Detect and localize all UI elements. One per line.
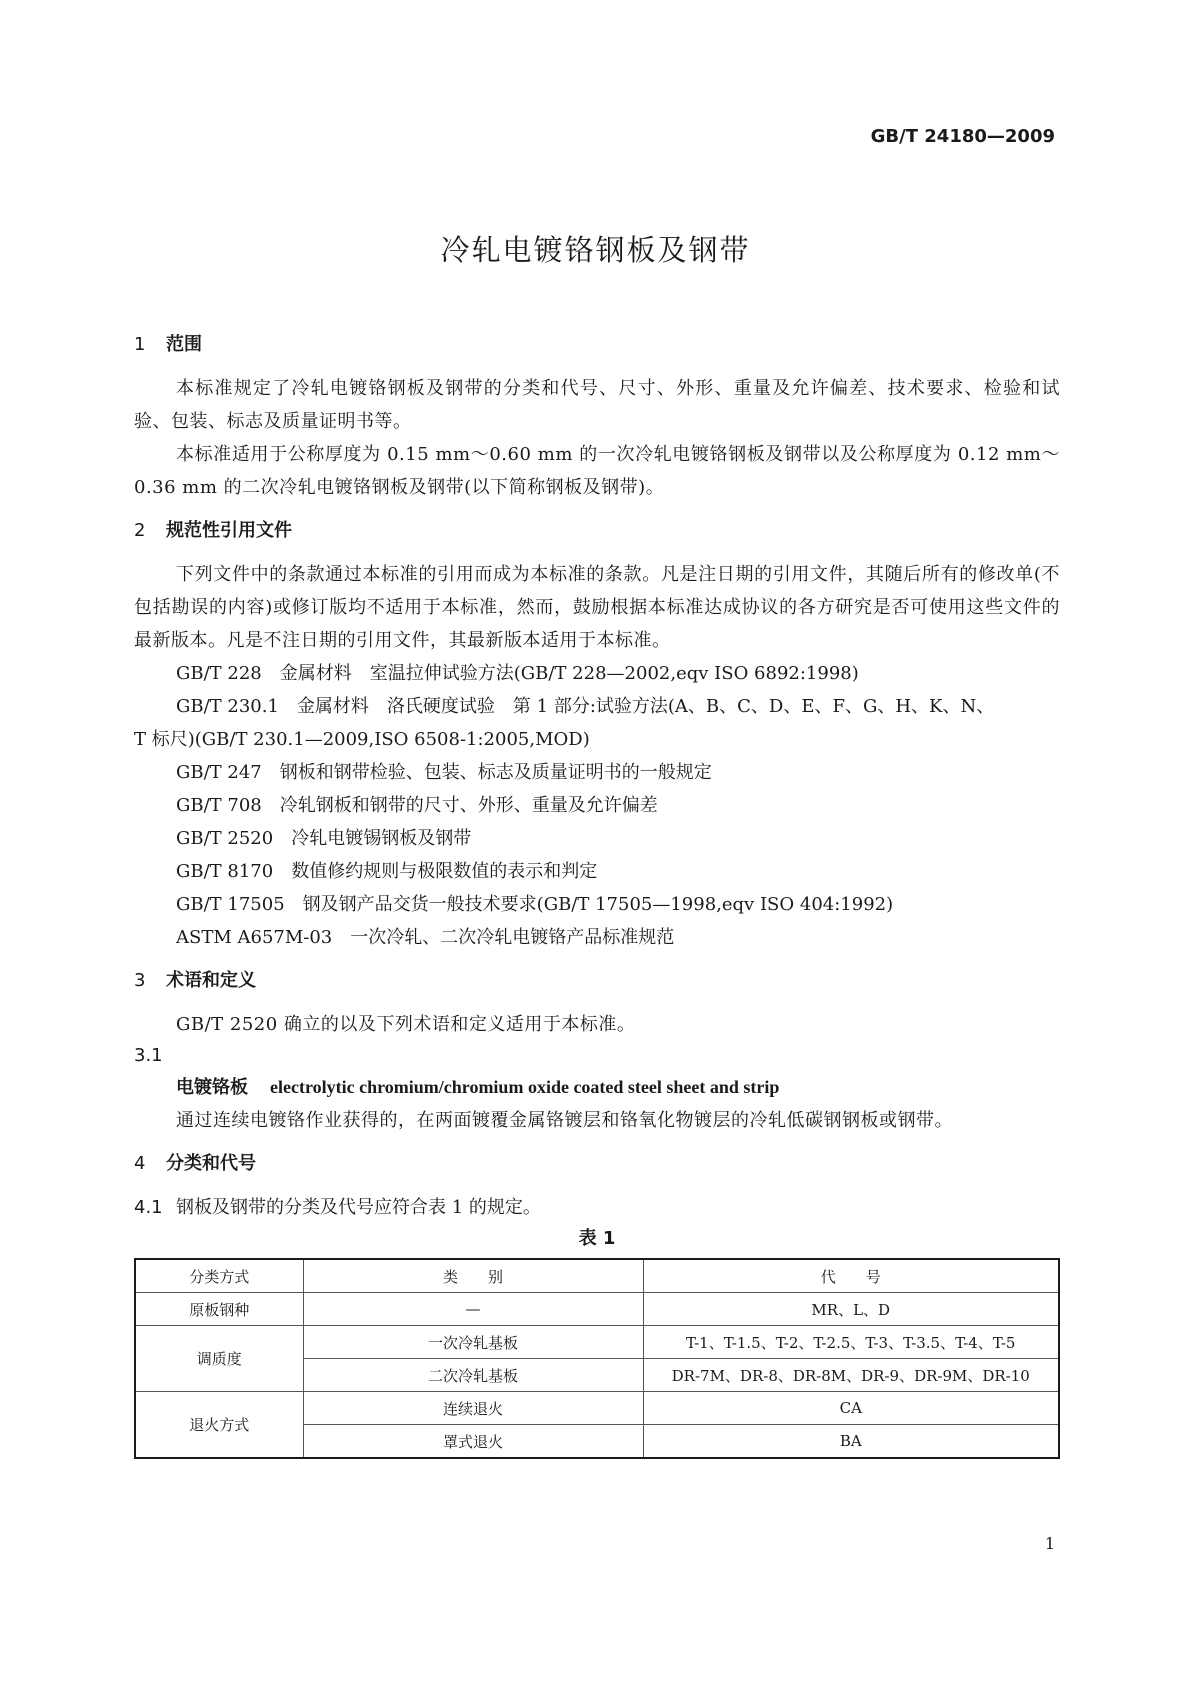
clause-number: 4.1 [134, 1197, 163, 1218]
section-heading-normative-references [134, 516, 1060, 546]
terms-intro: GB/T 2520 确立的以及下列术语和定义适用于本标准。 [176, 1014, 636, 1035]
table-cell-code: T-1、T-1.5、T-2、T-2.5、T-3、T-3.5、T-4、T-5 [643, 1326, 1059, 1359]
reference-text: 金属材料 洛氏硬度试验 第 1 部分:试验方法(A、B、C、D、E、F、G、H、K、N、 [296, 696, 995, 717]
table-cell-method: 退火方式 [135, 1392, 303, 1459]
document-code: GB/T 24180—2009 [870, 126, 1055, 147]
table-cell-category: 连续退火 [303, 1392, 643, 1425]
term-chinese: 电镀铬板 [176, 1077, 248, 1098]
reference-text: 钢板和钢带检验、包装、标志及质量证明书的一般规定 [279, 762, 712, 783]
table-header-cell: 代 号 [643, 1259, 1059, 1293]
table-cell-code: BA [643, 1425, 1059, 1459]
reference-code: GB/T 247 [176, 762, 262, 783]
table-cell-category: 一次冷轧基板 [303, 1326, 643, 1359]
document-body [134, 330, 1060, 1459]
reference-item [134, 789, 1060, 822]
table-cell-code: CA [643, 1392, 1059, 1425]
term-english: electrolytic chromium/chromium oxide coated steel sheet and strip [270, 1077, 780, 1097]
table-cell-method: 调质度 [135, 1326, 303, 1392]
reference-item [134, 855, 1060, 888]
reference-item [134, 822, 1060, 855]
table-header-cell: 类 别 [303, 1259, 643, 1293]
section-heading-scope [134, 330, 1060, 360]
term-number: 3.1 [134, 1045, 163, 1066]
reference-item [134, 756, 1060, 789]
table-caption: 表 1 [578, 1228, 616, 1249]
reference-code: ASTM A657M-03 [176, 927, 333, 948]
scope-paragraph-1: 本标准规定了冷轧电镀铬钢板及钢带的分类和代号、尺寸、外形、重量及允许偏差、技术要求、检验和试验、包装、标志及质量证明书等。 [134, 378, 1060, 432]
page-title: 冷轧电镀铬钢板及钢带 [440, 233, 751, 267]
table-cell-code: MR、L、D [643, 1293, 1059, 1326]
table-row [135, 1392, 1059, 1425]
section-title: 分类和代号 [166, 1153, 256, 1174]
reference-text: 数值修约规则与极限数值的表示和判定 [291, 861, 598, 882]
reference-code: GB/T 8170 [176, 861, 274, 882]
reference-item [134, 657, 1060, 690]
table-header-cell: 分类方式 [135, 1259, 303, 1293]
table-cell-category: — [303, 1293, 643, 1326]
reference-text: 钢及钢产品交货一般技术要求(GB/T 17505—1998,eqv ISO 404:1992) [302, 894, 894, 915]
reference-text: 金属材料 室温拉伸试验方法(GB/T 228—2002,eqv ISO 6892:1998) [279, 663, 859, 684]
reference-item [134, 690, 1060, 723]
table-cell-category: 二次冷轧基板 [303, 1359, 643, 1392]
section-heading-classification [134, 1149, 1060, 1179]
reference-text: 一次冷轧、二次冷轧电镀铬产品标准规范 [350, 927, 675, 948]
clause-4-1 [134, 1191, 1060, 1224]
references-intro: 下列文件中的条款通过本标准的引用而成为本标准的条款。凡是注日期的引用文件，其随后所有的修改单(不包括勘误的内容)或修订版均不适用于本标准，然而，鼓励根据本标准达成协议的各方研究是否可使用这些文件的最新版本。凡是不注日期的引用文件，其最新版本适用于本标准。 [134, 564, 1060, 651]
reference-code: GB/T 2520 [176, 828, 274, 849]
scope-paragraph-2: 本标准适用于公称厚度为 0.15 mm～0.60 mm 的一次冷轧电镀铬钢板及钢带以及公称厚度为 0.12 mm～0.36 mm 的二次冷轧电镀铬钢板及钢带(以下简称钢板及钢带)。 [134, 444, 1060, 498]
reference-continuation: T 标尺)(GB/T 230.1—2009,ISO 6508-1:2005,MOD) [134, 729, 590, 750]
classification-table [134, 1258, 1060, 1459]
reference-code: GB/T 17505 [176, 894, 285, 915]
section-title: 术语和定义 [166, 970, 256, 991]
reference-code: GB/T 708 [176, 795, 262, 816]
table-row [135, 1326, 1059, 1359]
clause-text: 钢板及钢带的分类及代号应符合表 1 的规定。 [176, 1197, 541, 1218]
term-definition: 通过连续电镀铬作业获得的，在两面镀覆金属铬镀层和铬氧化物镀层的冷轧低碳钢钢板或钢带。 [176, 1110, 953, 1131]
section-number: 2 [134, 520, 146, 541]
section-title: 规范性引用文件 [166, 520, 292, 541]
reference-code: GB/T 228 [176, 663, 262, 684]
table-header-row [135, 1259, 1059, 1293]
reference-item [134, 921, 1060, 954]
section-number: 4 [134, 1153, 146, 1174]
table-cell-code: DR-7M、DR-8、DR-8M、DR-9、DR-9M、DR-10 [643, 1359, 1059, 1392]
section-number: 1 [134, 334, 146, 355]
table-row [135, 1293, 1059, 1326]
section-heading-terms [134, 966, 1060, 996]
reference-text: 冷轧钢板和钢带的尺寸、外形、重量及允许偏差 [279, 795, 658, 816]
table-cell-method: 原板钢种 [135, 1293, 303, 1326]
page-number: 1 [1044, 1534, 1055, 1553]
reference-code: GB/T 230.1 [176, 696, 279, 717]
reference-item [134, 888, 1060, 921]
section-number: 3 [134, 970, 146, 991]
table-cell-category: 罩式退火 [303, 1425, 643, 1459]
reference-text: 冷轧电镀锡钢板及钢带 [291, 828, 472, 849]
section-title: 范围 [166, 334, 202, 355]
term-entry [134, 1071, 1060, 1104]
